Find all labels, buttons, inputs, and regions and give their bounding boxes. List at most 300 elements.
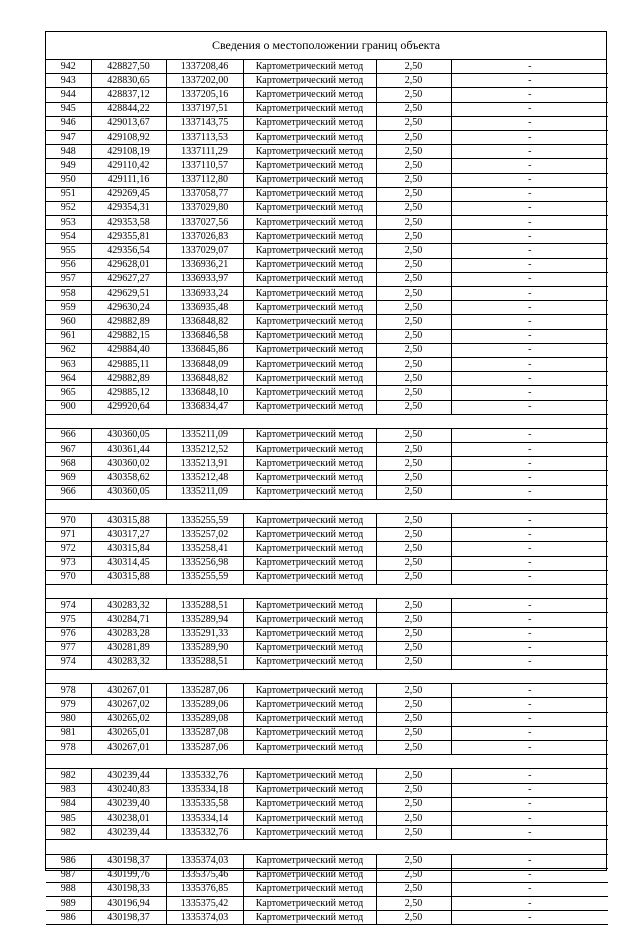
x-coordinate-cell: 430281,89 xyxy=(91,641,166,655)
x-coordinate-cell: 429882,15 xyxy=(91,329,166,343)
accuracy-cell: 2,50 xyxy=(376,655,451,669)
group-separator xyxy=(46,840,608,854)
method-cell: Картометрический метод xyxy=(243,542,376,556)
point-number-cell: 982 xyxy=(46,769,91,783)
accuracy-cell: 2,50 xyxy=(376,130,451,144)
accuracy-cell: 2,50 xyxy=(376,372,451,386)
description-cell: - xyxy=(451,159,608,173)
point-number-cell: 961 xyxy=(46,329,91,343)
method-cell: Картометрический метод xyxy=(243,882,376,896)
y-coordinate-cell: 1335212,48 xyxy=(166,471,243,485)
table-row xyxy=(46,897,608,911)
table-row xyxy=(46,556,608,570)
point-number-cell: 979 xyxy=(46,698,91,712)
x-coordinate-cell: 430199,76 xyxy=(91,868,166,882)
table-row xyxy=(46,698,608,712)
point-number-cell: 967 xyxy=(46,443,91,457)
accuracy-cell: 2,50 xyxy=(376,911,451,925)
description-cell: - xyxy=(451,244,608,258)
table-row xyxy=(46,230,608,244)
table-row xyxy=(46,528,608,542)
method-cell: Картометрический метод xyxy=(243,641,376,655)
y-coordinate-cell: 1335332,76 xyxy=(166,826,243,840)
description-cell: - xyxy=(451,145,608,159)
table-row xyxy=(46,329,608,343)
accuracy-cell: 2,50 xyxy=(376,741,451,755)
x-coordinate-cell: 429356,54 xyxy=(91,244,166,258)
accuracy-cell: 2,50 xyxy=(376,145,451,159)
accuracy-cell: 2,50 xyxy=(376,315,451,329)
point-number-cell: 980 xyxy=(46,712,91,726)
y-coordinate-cell: 1337027,56 xyxy=(166,216,243,230)
point-number-cell: 978 xyxy=(46,684,91,698)
page-title-text: Сведения о местоположении границ объекта xyxy=(211,38,441,52)
x-coordinate-cell: 430361,44 xyxy=(91,443,166,457)
y-coordinate-cell: 1335374,03 xyxy=(166,911,243,925)
x-coordinate-cell: 430360,05 xyxy=(91,485,166,499)
point-number-cell: 953 xyxy=(46,216,91,230)
y-coordinate-cell: 1337208,46 xyxy=(166,60,243,74)
x-coordinate-cell: 430267,01 xyxy=(91,684,166,698)
x-coordinate-cell: 430284,71 xyxy=(91,613,166,627)
description-cell: - xyxy=(451,712,608,726)
table-row xyxy=(46,74,608,88)
method-cell: Картометрический метод xyxy=(243,386,376,400)
accuracy-cell: 2,50 xyxy=(376,400,451,414)
y-coordinate-cell: 1337143,75 xyxy=(166,116,243,130)
accuracy-cell: 2,50 xyxy=(376,897,451,911)
x-coordinate-cell: 429355,81 xyxy=(91,230,166,244)
x-coordinate-cell: 430239,40 xyxy=(91,797,166,811)
table-row xyxy=(46,102,608,116)
group-separator xyxy=(46,584,608,598)
table-row xyxy=(46,911,608,925)
description-cell: - xyxy=(451,102,608,116)
accuracy-cell: 2,50 xyxy=(376,797,451,811)
accuracy-cell: 2,50 xyxy=(376,159,451,173)
point-number-cell: 987 xyxy=(46,868,91,882)
y-coordinate-cell: 1335213,91 xyxy=(166,457,243,471)
method-cell: Картометрический метод xyxy=(243,315,376,329)
method-cell: Картометрический метод xyxy=(243,116,376,130)
method-cell: Картометрический метод xyxy=(243,357,376,371)
x-coordinate-cell: 428837,12 xyxy=(91,88,166,102)
group-separator-row xyxy=(46,584,608,598)
x-coordinate-cell: 430360,05 xyxy=(91,428,166,442)
x-coordinate-cell: 430317,27 xyxy=(91,528,166,542)
x-coordinate-cell: 429884,40 xyxy=(91,343,166,357)
point-number-cell: 966 xyxy=(46,485,91,499)
point-number-cell: 947 xyxy=(46,130,91,144)
x-coordinate-cell: 430315,88 xyxy=(91,570,166,584)
accuracy-cell: 2,50 xyxy=(376,258,451,272)
method-cell: Картометрический метод xyxy=(243,216,376,230)
method-cell: Картометрический метод xyxy=(243,797,376,811)
y-coordinate-cell: 1335289,06 xyxy=(166,698,243,712)
method-cell: Картометрический метод xyxy=(243,726,376,740)
point-number-cell: 968 xyxy=(46,457,91,471)
y-coordinate-cell: 1337026,83 xyxy=(166,230,243,244)
y-coordinate-cell: 1335287,06 xyxy=(166,741,243,755)
table-row xyxy=(46,258,608,272)
group-separator-row xyxy=(46,670,608,684)
accuracy-cell: 2,50 xyxy=(376,698,451,712)
description-cell: - xyxy=(451,471,608,485)
point-number-cell: 948 xyxy=(46,145,91,159)
method-cell: Картометрический метод xyxy=(243,443,376,457)
y-coordinate-cell: 1335258,41 xyxy=(166,542,243,556)
x-coordinate-cell: 430198,33 xyxy=(91,882,166,896)
x-coordinate-cell: 430265,02 xyxy=(91,712,166,726)
y-coordinate-cell: 1335289,94 xyxy=(166,613,243,627)
point-number-cell: 962 xyxy=(46,343,91,357)
point-number-cell: 945 xyxy=(46,102,91,116)
y-coordinate-cell: 1336834,47 xyxy=(166,400,243,414)
point-number-cell: 942 xyxy=(46,60,91,74)
description-cell: - xyxy=(451,74,608,88)
point-number-cell: 969 xyxy=(46,471,91,485)
point-number-cell: 982 xyxy=(46,826,91,840)
x-coordinate-cell: 430198,37 xyxy=(91,911,166,925)
description-cell: - xyxy=(451,556,608,570)
y-coordinate-cell: 1337113,53 xyxy=(166,130,243,144)
point-number-cell: 951 xyxy=(46,187,91,201)
method-cell: Картометрический метод xyxy=(243,911,376,925)
point-number-cell: 974 xyxy=(46,599,91,613)
coordinates-table xyxy=(46,60,608,925)
method-cell: Картометрический метод xyxy=(243,684,376,698)
accuracy-cell: 2,50 xyxy=(376,599,451,613)
description-cell: - xyxy=(451,570,608,584)
method-cell: Картометрический метод xyxy=(243,613,376,627)
description-cell: - xyxy=(451,741,608,755)
table-row xyxy=(46,826,608,840)
point-number-cell: 976 xyxy=(46,627,91,641)
method-cell: Картометрический метод xyxy=(243,301,376,315)
method-cell: Картометрический метод xyxy=(243,627,376,641)
table-row xyxy=(46,343,608,357)
description-cell: - xyxy=(451,726,608,740)
method-cell: Картометрический метод xyxy=(243,599,376,613)
group-separator-row xyxy=(46,499,608,513)
accuracy-cell: 2,50 xyxy=(376,783,451,797)
table-row xyxy=(46,60,608,74)
description-cell: - xyxy=(451,88,608,102)
accuracy-cell: 2,50 xyxy=(376,726,451,740)
table-row xyxy=(46,655,608,669)
table-row xyxy=(46,868,608,882)
point-number-cell: 958 xyxy=(46,287,91,301)
x-coordinate-cell: 430240,83 xyxy=(91,783,166,797)
point-number-cell: 972 xyxy=(46,542,91,556)
accuracy-cell: 2,50 xyxy=(376,287,451,301)
accuracy-cell: 2,50 xyxy=(376,187,451,201)
table-row xyxy=(46,173,608,187)
method-cell: Картометрический метод xyxy=(243,287,376,301)
description-cell: - xyxy=(451,372,608,386)
accuracy-cell: 2,50 xyxy=(376,102,451,116)
y-coordinate-cell: 1335256,98 xyxy=(166,556,243,570)
accuracy-cell: 2,50 xyxy=(376,443,451,457)
x-coordinate-cell: 429108,92 xyxy=(91,130,166,144)
method-cell: Картометрический метод xyxy=(243,159,376,173)
y-coordinate-cell: 1336845,86 xyxy=(166,343,243,357)
table-row xyxy=(46,272,608,286)
point-number-cell: 964 xyxy=(46,372,91,386)
accuracy-cell: 2,50 xyxy=(376,868,451,882)
table-row xyxy=(46,882,608,896)
x-coordinate-cell: 430267,01 xyxy=(91,741,166,755)
method-cell: Картометрический метод xyxy=(243,372,376,386)
table-row xyxy=(46,386,608,400)
table-row xyxy=(46,769,608,783)
table-row xyxy=(46,726,608,740)
point-number-cell: 973 xyxy=(46,556,91,570)
table-row xyxy=(46,854,608,868)
description-cell: - xyxy=(451,116,608,130)
description-cell: - xyxy=(451,272,608,286)
description-cell: - xyxy=(451,343,608,357)
point-number-cell: 950 xyxy=(46,173,91,187)
point-number-cell: 983 xyxy=(46,783,91,797)
method-cell: Картометрический метод xyxy=(243,343,376,357)
point-number-cell: 900 xyxy=(46,400,91,414)
method-cell: Картометрический метод xyxy=(243,811,376,825)
description-cell: - xyxy=(451,599,608,613)
accuracy-cell: 2,50 xyxy=(376,556,451,570)
table-row xyxy=(46,811,608,825)
accuracy-cell: 2,50 xyxy=(376,386,451,400)
y-coordinate-cell: 1337197,51 xyxy=(166,102,243,116)
accuracy-cell: 2,50 xyxy=(376,457,451,471)
x-coordinate-cell: 429882,89 xyxy=(91,372,166,386)
group-separator xyxy=(46,670,608,684)
point-number-cell: 981 xyxy=(46,726,91,740)
description-cell: - xyxy=(451,443,608,457)
point-number-cell: 986 xyxy=(46,911,91,925)
description-cell: - xyxy=(451,542,608,556)
description-cell: - xyxy=(451,655,608,669)
description-cell: - xyxy=(451,897,608,911)
table-row xyxy=(46,712,608,726)
point-number-cell: 986 xyxy=(46,854,91,868)
y-coordinate-cell: 1337029,80 xyxy=(166,201,243,215)
x-coordinate-cell: 430360,02 xyxy=(91,457,166,471)
method-cell: Картометрический метод xyxy=(243,428,376,442)
description-cell: - xyxy=(451,528,608,542)
description-cell: - xyxy=(451,613,608,627)
x-coordinate-cell: 429885,11 xyxy=(91,357,166,371)
point-number-cell: 946 xyxy=(46,116,91,130)
point-number-cell: 975 xyxy=(46,613,91,627)
y-coordinate-cell: 1336848,82 xyxy=(166,315,243,329)
x-coordinate-cell: 430283,28 xyxy=(91,627,166,641)
method-cell: Картометрический метод xyxy=(243,272,376,286)
point-number-cell: 977 xyxy=(46,641,91,655)
point-number-cell: 954 xyxy=(46,230,91,244)
description-cell: - xyxy=(451,641,608,655)
description-cell: - xyxy=(451,698,608,712)
x-coordinate-cell: 429013,67 xyxy=(91,116,166,130)
accuracy-cell: 2,50 xyxy=(376,343,451,357)
accuracy-cell: 2,50 xyxy=(376,74,451,88)
method-cell: Картометрический метод xyxy=(243,897,376,911)
description-cell: - xyxy=(451,173,608,187)
x-coordinate-cell: 429108,19 xyxy=(91,145,166,159)
method-cell: Картометрический метод xyxy=(243,528,376,542)
accuracy-cell: 2,50 xyxy=(376,769,451,783)
y-coordinate-cell: 1335289,90 xyxy=(166,641,243,655)
method-cell: Картометрический метод xyxy=(243,485,376,499)
accuracy-cell: 2,50 xyxy=(376,826,451,840)
accuracy-cell: 2,50 xyxy=(376,712,451,726)
accuracy-cell: 2,50 xyxy=(376,542,451,556)
x-coordinate-cell: 429353,58 xyxy=(91,216,166,230)
x-coordinate-cell: 430267,02 xyxy=(91,698,166,712)
method-cell: Картометрический метод xyxy=(243,230,376,244)
table-row xyxy=(46,187,608,201)
y-coordinate-cell: 1336846,58 xyxy=(166,329,243,343)
y-coordinate-cell: 1335335,58 xyxy=(166,797,243,811)
y-coordinate-cell: 1335212,52 xyxy=(166,443,243,457)
point-number-cell: 985 xyxy=(46,811,91,825)
accuracy-cell: 2,50 xyxy=(376,627,451,641)
table-row xyxy=(46,428,608,442)
table-row xyxy=(46,244,608,258)
description-cell: - xyxy=(451,357,608,371)
table-row xyxy=(46,159,608,173)
method-cell: Картометрический метод xyxy=(243,258,376,272)
y-coordinate-cell: 1336848,10 xyxy=(166,386,243,400)
accuracy-cell: 2,50 xyxy=(376,357,451,371)
accuracy-cell: 2,50 xyxy=(376,471,451,485)
accuracy-cell: 2,50 xyxy=(376,244,451,258)
method-cell: Картометрический метод xyxy=(243,60,376,74)
accuracy-cell: 2,50 xyxy=(376,88,451,102)
method-cell: Картометрический метод xyxy=(243,244,376,258)
x-coordinate-cell: 429628,01 xyxy=(91,258,166,272)
method-cell: Картометрический метод xyxy=(243,570,376,584)
method-cell: Картометрический метод xyxy=(243,698,376,712)
description-cell: - xyxy=(451,811,608,825)
x-coordinate-cell: 429110,42 xyxy=(91,159,166,173)
accuracy-cell: 2,50 xyxy=(376,811,451,825)
table-row xyxy=(46,570,608,584)
point-number-cell: 970 xyxy=(46,514,91,528)
y-coordinate-cell: 1335257,02 xyxy=(166,528,243,542)
method-cell: Картометрический метод xyxy=(243,74,376,88)
y-coordinate-cell: 1335289,08 xyxy=(166,712,243,726)
method-cell: Картометрический метод xyxy=(243,655,376,669)
description-cell: - xyxy=(451,216,608,230)
point-number-cell: 952 xyxy=(46,201,91,215)
table-row xyxy=(46,372,608,386)
y-coordinate-cell: 1335291,33 xyxy=(166,627,243,641)
accuracy-cell: 2,50 xyxy=(376,272,451,286)
table-row xyxy=(46,400,608,414)
point-number-cell: 957 xyxy=(46,272,91,286)
point-number-cell: 956 xyxy=(46,258,91,272)
x-coordinate-cell: 430196,94 xyxy=(91,897,166,911)
y-coordinate-cell: 1335375,46 xyxy=(166,868,243,882)
y-coordinate-cell: 1337029,07 xyxy=(166,244,243,258)
description-cell: - xyxy=(451,230,608,244)
table-row xyxy=(46,443,608,457)
point-number-cell: 960 xyxy=(46,315,91,329)
y-coordinate-cell: 1335288,51 xyxy=(166,655,243,669)
accuracy-cell: 2,50 xyxy=(376,570,451,584)
x-coordinate-cell: 429920,64 xyxy=(91,400,166,414)
y-coordinate-cell: 1335287,06 xyxy=(166,684,243,698)
x-coordinate-cell: 430265,01 xyxy=(91,726,166,740)
description-cell: - xyxy=(451,329,608,343)
page-title xyxy=(46,32,606,60)
x-coordinate-cell: 430283,32 xyxy=(91,655,166,669)
y-coordinate-cell: 1336848,82 xyxy=(166,372,243,386)
accuracy-cell: 2,50 xyxy=(376,216,451,230)
point-number-cell: 943 xyxy=(46,74,91,88)
table-row xyxy=(46,88,608,102)
description-cell: - xyxy=(451,882,608,896)
group-separator-row xyxy=(46,840,608,854)
point-number-cell: 955 xyxy=(46,244,91,258)
description-cell: - xyxy=(451,386,608,400)
method-cell: Картометрический метод xyxy=(243,471,376,485)
table-row xyxy=(46,315,608,329)
y-coordinate-cell: 1335211,09 xyxy=(166,428,243,442)
group-separator-row xyxy=(46,414,608,428)
description-cell: - xyxy=(451,60,608,74)
x-coordinate-cell: 429354,31 xyxy=(91,201,166,215)
accuracy-cell: 2,50 xyxy=(376,684,451,698)
point-number-cell: 963 xyxy=(46,357,91,371)
method-cell: Картометрический метод xyxy=(243,173,376,187)
accuracy-cell: 2,50 xyxy=(376,613,451,627)
y-coordinate-cell: 1335334,18 xyxy=(166,783,243,797)
table-row xyxy=(46,797,608,811)
y-coordinate-cell: 1337111,29 xyxy=(166,145,243,159)
x-coordinate-cell: 430314,45 xyxy=(91,556,166,570)
y-coordinate-cell: 1335376,85 xyxy=(166,882,243,896)
method-cell: Картометрический метод xyxy=(243,826,376,840)
accuracy-cell: 2,50 xyxy=(376,882,451,896)
y-coordinate-cell: 1337110,57 xyxy=(166,159,243,173)
y-coordinate-cell: 1335332,76 xyxy=(166,769,243,783)
description-cell: - xyxy=(451,854,608,868)
description-cell: - xyxy=(451,187,608,201)
description-cell: - xyxy=(451,287,608,301)
accuracy-cell: 2,50 xyxy=(376,116,451,130)
accuracy-cell: 2,50 xyxy=(376,230,451,244)
y-coordinate-cell: 1337202,00 xyxy=(166,74,243,88)
table-row xyxy=(46,741,608,755)
x-coordinate-cell: 429885,12 xyxy=(91,386,166,400)
point-number-cell: 974 xyxy=(46,655,91,669)
table-row xyxy=(46,471,608,485)
table-row xyxy=(46,116,608,130)
y-coordinate-cell: 1335255,59 xyxy=(166,570,243,584)
x-coordinate-cell: 428830,65 xyxy=(91,74,166,88)
y-coordinate-cell: 1337112,80 xyxy=(166,173,243,187)
method-cell: Картометрический метод xyxy=(243,556,376,570)
method-cell: Картометрический метод xyxy=(243,400,376,414)
point-number-cell: 989 xyxy=(46,897,91,911)
table-row xyxy=(46,783,608,797)
y-coordinate-cell: 1336933,24 xyxy=(166,287,243,301)
description-cell: - xyxy=(451,627,608,641)
group-separator xyxy=(46,414,608,428)
method-cell: Картометрический метод xyxy=(243,741,376,755)
